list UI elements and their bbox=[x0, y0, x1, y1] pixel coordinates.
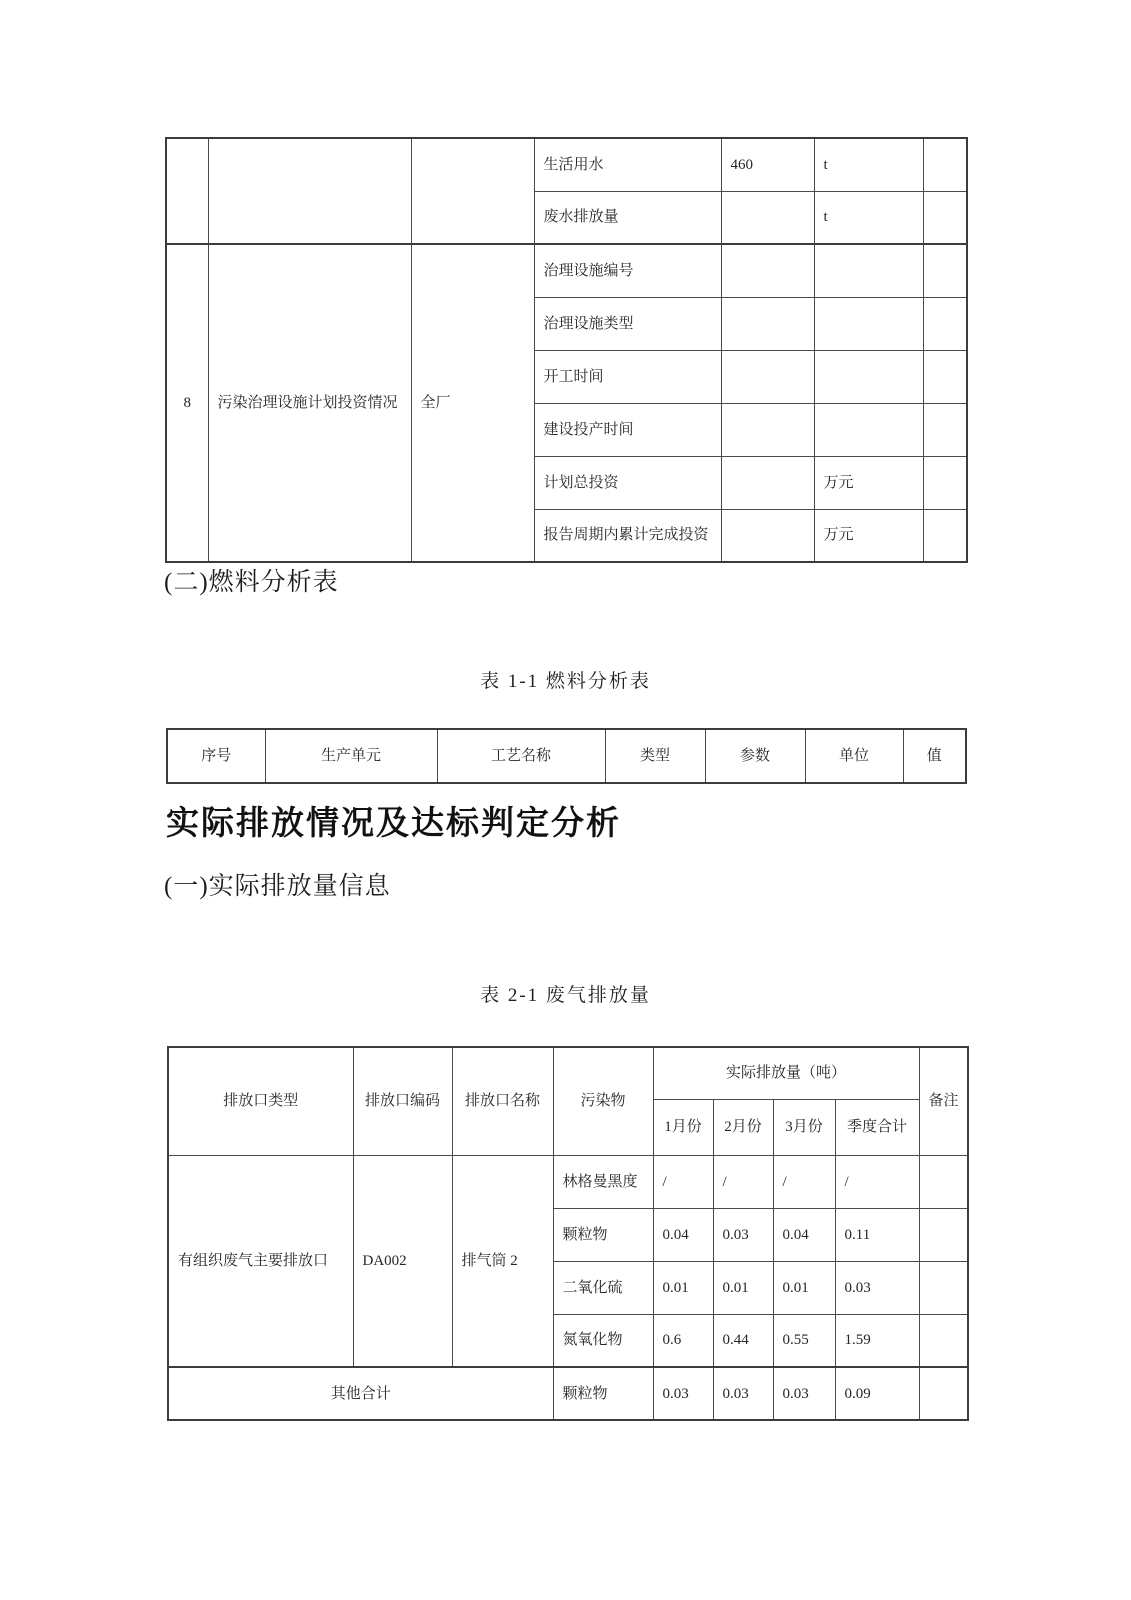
cell-unit bbox=[814, 350, 923, 403]
cell-value bbox=[721, 350, 814, 403]
cell-param: 开工时间 bbox=[534, 350, 721, 403]
cell-month2-value: 0.01 bbox=[713, 1261, 773, 1314]
table-caption-emission: 表 2-1 废气排放量 bbox=[480, 985, 651, 1006]
cell-month3-value: / bbox=[773, 1155, 835, 1208]
cell-unit bbox=[814, 244, 923, 297]
cell-month1-value: 0.03 bbox=[653, 1367, 713, 1420]
header-cell-unit-name: 生产单元 bbox=[265, 729, 437, 783]
header-cell-pollutant: 污染物 bbox=[553, 1047, 653, 1155]
header-cell-actual-emission-group: 实际排放量（吨） bbox=[653, 1047, 919, 1099]
cell-param: 治理设施编号 bbox=[534, 244, 721, 297]
cell-param: 建设投产时间 bbox=[534, 403, 721, 456]
cell-value bbox=[721, 297, 814, 350]
cell-note bbox=[919, 1208, 968, 1261]
cell-param: 生活用水 bbox=[534, 138, 721, 191]
cell-pollutant: 颗粒物 bbox=[553, 1208, 653, 1261]
cell-value bbox=[721, 456, 814, 509]
cell-param: 废水排放量 bbox=[534, 191, 721, 244]
cell-pollutant: 二氧化硫 bbox=[553, 1261, 653, 1314]
cell-month1-value: 0.01 bbox=[653, 1261, 713, 1314]
cell-scope: 全厂 bbox=[411, 244, 534, 562]
cell-note bbox=[923, 138, 967, 191]
cell-month3-value: 0.01 bbox=[773, 1261, 835, 1314]
cell-quarter-total-value: 0.03 bbox=[835, 1261, 919, 1314]
header-cell-parameter: 参数 bbox=[705, 729, 805, 783]
cell-note bbox=[923, 403, 967, 456]
cell-row-number: 8 bbox=[166, 244, 208, 562]
cell-note bbox=[919, 1155, 968, 1208]
cell-month3-value: 0.04 bbox=[773, 1208, 835, 1261]
cell-unit: 万元 bbox=[814, 509, 923, 562]
table-header-row bbox=[168, 1047, 968, 1099]
cell-note bbox=[923, 509, 967, 562]
cell-unit: 万元 bbox=[814, 456, 923, 509]
cell-value bbox=[721, 403, 814, 456]
cell-note bbox=[923, 456, 967, 509]
header-cell-type: 类型 bbox=[605, 729, 705, 783]
header-cell-outlet-type: 排放口类型 bbox=[168, 1047, 353, 1155]
cell-month2-value: 0.03 bbox=[713, 1367, 773, 1420]
cell-month1-value: 0.04 bbox=[653, 1208, 713, 1261]
cell-param: 治理设施类型 bbox=[534, 297, 721, 350]
table-row-other-total bbox=[168, 1367, 968, 1420]
cell-value bbox=[721, 509, 814, 562]
header-cell-measure: 单位 bbox=[805, 729, 903, 783]
cell-item-name: 污染治理设施计划投资情况 bbox=[208, 244, 411, 562]
cell-month2-value: 0.44 bbox=[713, 1314, 773, 1367]
header-cell-outlet-code: 排放口编码 bbox=[353, 1047, 452, 1155]
cell-param: 报告周期内累计完成投资 bbox=[534, 509, 721, 562]
cell-value bbox=[721, 191, 814, 244]
cell-note bbox=[919, 1314, 968, 1367]
cell-param: 计划总投资 bbox=[534, 456, 721, 509]
cell-month2-value: / bbox=[713, 1155, 773, 1208]
cell-outlet-name: 排气筒 2 bbox=[452, 1155, 553, 1367]
header-cell-month-2: 2月份 bbox=[713, 1099, 773, 1155]
cell-quarter-total-value: / bbox=[835, 1155, 919, 1208]
section-heading-fuel: (二)燃料分析表 bbox=[164, 569, 339, 596]
cell-unit: t bbox=[814, 191, 923, 244]
cell-month1-value: 0.6 bbox=[653, 1314, 713, 1367]
header-cell-note: 备注 bbox=[919, 1047, 968, 1155]
cell-note bbox=[923, 244, 967, 297]
cell-item-empty bbox=[208, 138, 411, 244]
table-row bbox=[166, 244, 967, 297]
cell-note bbox=[923, 350, 967, 403]
cell-quarter-total-value: 1.59 bbox=[835, 1314, 919, 1367]
header-cell-seq: 序号 bbox=[167, 729, 265, 783]
cell-outlet-code: DA002 bbox=[353, 1155, 452, 1367]
cell-outlet-type: 有组织废气主要排放口 bbox=[168, 1155, 353, 1367]
cell-note bbox=[923, 297, 967, 350]
cell-pollutant: 林格曼黑度 bbox=[553, 1155, 653, 1208]
table-header-row bbox=[167, 729, 966, 783]
header-cell-value: 值 bbox=[903, 729, 966, 783]
header-cell-outlet-name: 排放口名称 bbox=[452, 1047, 553, 1155]
cell-month1-value: / bbox=[653, 1155, 713, 1208]
cell-month2-value: 0.03 bbox=[713, 1208, 773, 1261]
cell-month3-value: 0.03 bbox=[773, 1367, 835, 1420]
cell-pollutant: 氮氧化物 bbox=[553, 1314, 653, 1367]
cell-note bbox=[923, 191, 967, 244]
cell-index-empty bbox=[166, 138, 208, 244]
table-row bbox=[168, 1155, 968, 1208]
header-cell-quarter-total: 季度合计 bbox=[835, 1099, 919, 1155]
cell-pollutant: 颗粒物 bbox=[553, 1367, 653, 1420]
table-row bbox=[166, 138, 967, 191]
cell-quarter-total-value: 0.09 bbox=[835, 1367, 919, 1420]
fuel-analysis-table bbox=[166, 728, 967, 784]
cell-note bbox=[919, 1261, 968, 1314]
table-caption-fuel: 表 1-1 燃料分析表 bbox=[480, 671, 651, 692]
cell-other-total-label: 其他合计 bbox=[168, 1367, 553, 1420]
cell-unit bbox=[814, 403, 923, 456]
section-heading-emission: (一)实际排放量信息 bbox=[164, 873, 391, 900]
facility-investment-table bbox=[165, 137, 968, 563]
waste-gas-emission-table bbox=[167, 1046, 969, 1421]
cell-unit: t bbox=[814, 138, 923, 191]
cell-scope-empty bbox=[411, 138, 534, 244]
page-title: 实际排放情况及达标判定分析 bbox=[166, 806, 621, 842]
cell-value bbox=[721, 244, 814, 297]
cell-month3-value: 0.55 bbox=[773, 1314, 835, 1367]
cell-note bbox=[919, 1367, 968, 1420]
cell-quarter-total-value: 0.11 bbox=[835, 1208, 919, 1261]
cell-value: 460 bbox=[721, 138, 814, 191]
header-cell-month-3: 3月份 bbox=[773, 1099, 835, 1155]
header-cell-month-1: 1月份 bbox=[653, 1099, 713, 1155]
header-cell-process: 工艺名称 bbox=[437, 729, 605, 783]
cell-unit bbox=[814, 297, 923, 350]
